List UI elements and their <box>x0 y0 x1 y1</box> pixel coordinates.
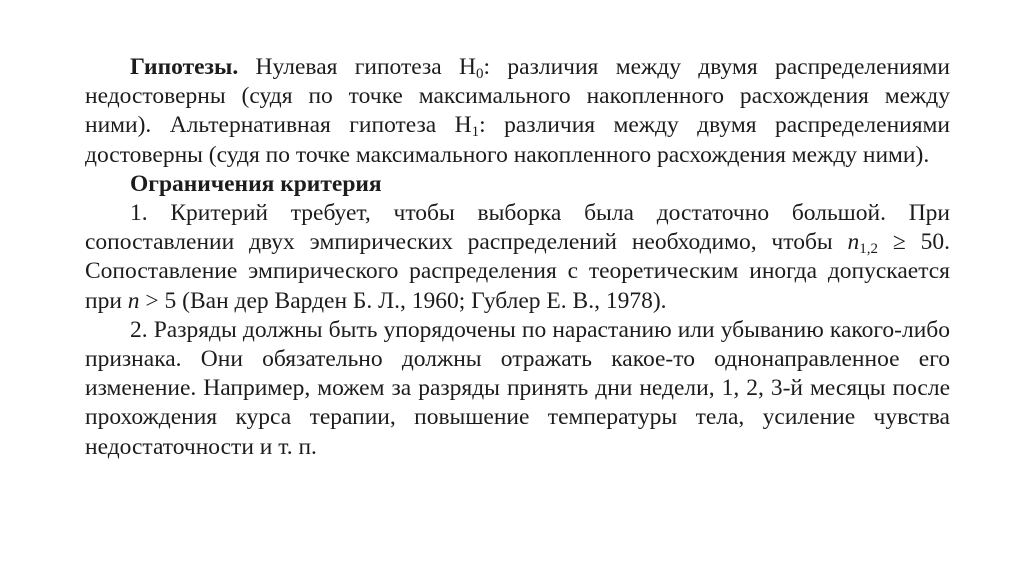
item1-text-end: > 5 (Ван дер Варден Б. Л., 1960; Гублер Е. В., 1978). <box>139 287 667 314</box>
h0-subscript: 0 <box>476 66 484 82</box>
n-subscript: 1,2 <box>859 241 879 258</box>
hypotheses-lead: Гипотезы. <box>130 54 239 80</box>
limitation-item-2: 2. Разряды должны быть упорядочены по нарастанию или убыванию какого-либо признака. Они обязательно должны отражать какое-то однонаправленное его изменение. Например, можем за разряды принять дни недели, 1, 2, 3-й месяцы после прохождения курса терапии, повышение температуры тела, усиление чувства недостаточности и т. п. <box>85 316 950 460</box>
limitations-heading: Ограничения критерия <box>130 170 382 197</box>
h1-text: : различия между двумя распределениями достоверны (судя по точке максимального накопленного расхождения между ними). <box>85 112 950 168</box>
document-body <box>85 53 950 462</box>
item1-text-middle: ≥ 50. Сопоставление эмпирического распределения с теоретическим иногда допускается при <box>85 229 950 314</box>
hypotheses-paragraph <box>85 53 950 170</box>
item1-text-start: 1. Критерий требует, чтобы выборка была достаточно большой. При сопоставлении двух эмпирических распределений необходимо, чтобы <box>85 200 950 256</box>
limitation-item-1 <box>85 199 950 316</box>
variable-n-2: n <box>127 287 140 314</box>
h1-subscript: 1 <box>471 124 480 141</box>
variable-n: n <box>847 229 860 256</box>
h0-h1-text: : различия между двумя распределениями недостоверны (судя по точке максимального накопленного расхождения между ними). Альтернативная гипотеза H <box>85 54 950 139</box>
h0-text: Нулевая гипотеза H <box>238 54 477 80</box>
